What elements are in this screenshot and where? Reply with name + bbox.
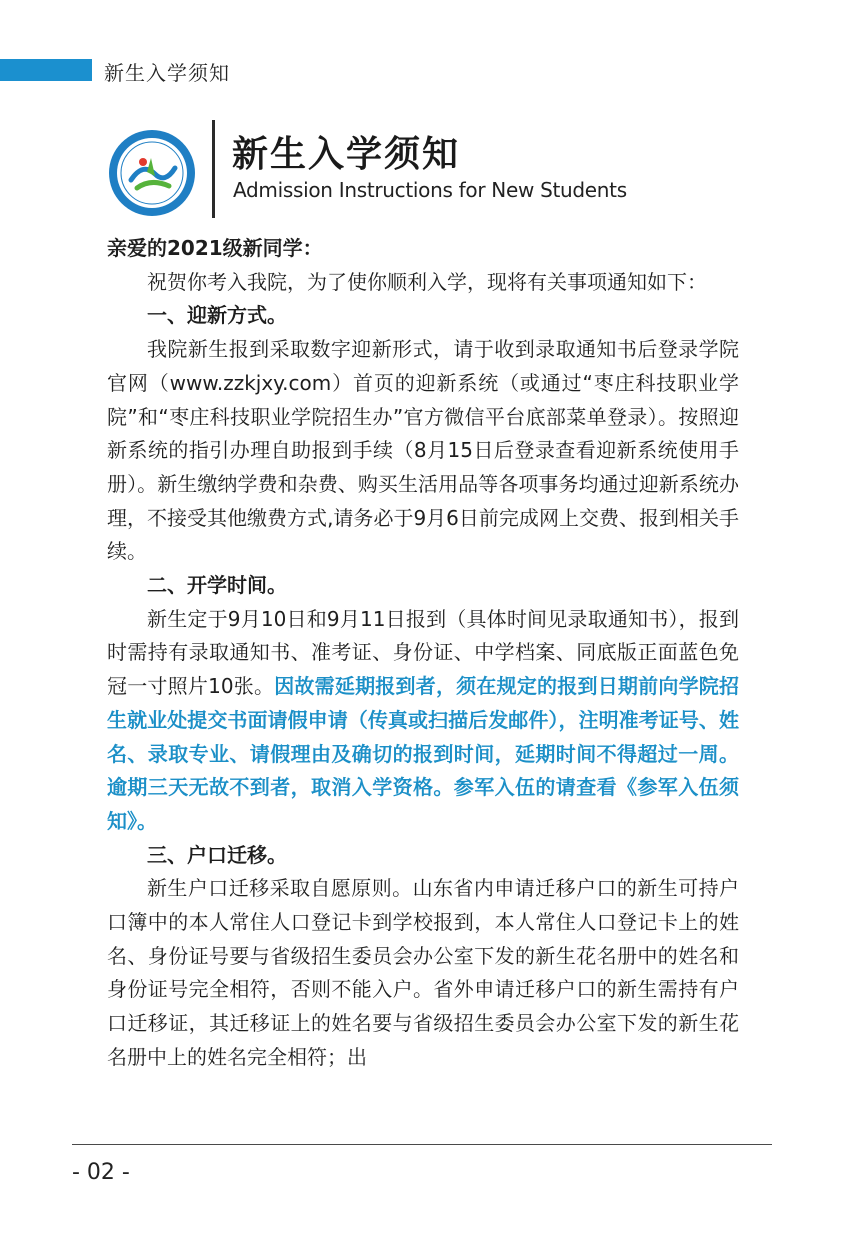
start-date-text: 新生定于9月10日和9月11日报到（具体时间见录取通知书），报到时需持有录取通知书、准考证、身份证、中学档案、同底版正面蓝色免冠一寸照片10张。 [107, 606, 739, 699]
section-heading-welcome: 一、迎新方式。 [147, 303, 287, 328]
running-header-title: 新生入学须知 [104, 61, 230, 85]
title-divider [212, 120, 215, 218]
greeting: 亲爱的2021级新同学： [107, 236, 323, 260]
delay-notice-highlight: 因故需延期报到者，须在规定的报到日期前向学院招生就业处提交书面请假申请（传真或扫描后发邮件），注明准考证号、姓名、录取专业、请假理由及确切的报到时间，延期时间不得超过一周。逾期三天无故不到者，取消入学资格。参军入伍的请查看《参军入伍须知》。 [107, 674, 740, 833]
section-text-household: 新生户口迁移采取自愿原则。山东省内申请迁移户口的新生可持户口簿中的本人常住人口登记卡到学校报到，本人常住人口登记卡上的姓名、身份证号要与省级招生委员会办公室下发的新生花名册中的姓名和身份证号完全相符，否则不能入户。省外申请迁移户口的新生需持有户口迁移证，其迁移证上的姓名要与省级招生委员会办公室下发的新生花名册中上的姓名完全相符；出 [107, 876, 739, 1069]
page-title: 新生入学须知 [232, 134, 461, 175]
section-heading-household: 三、户口迁移。 [147, 842, 287, 867]
page-subtitle: Admission Instructions for New Students [233, 178, 627, 202]
section-heading-start-date: 二、开学时间。 [147, 573, 287, 598]
page-number: - 02 - [72, 1160, 130, 1185]
footer-divider [72, 1144, 772, 1145]
header-accent-bar [0, 59, 92, 81]
intro-paragraph: 祝贺你考入我院，为了使你顺利入学，现将有关事项通知如下： [147, 269, 707, 294]
notice-body [107, 232, 739, 1075]
college-emblem-icon [107, 128, 197, 218]
section-text-start-date [107, 603, 739, 839]
section-text-welcome: 我院新生报到采取数字迎新形式，请于收到录取通知书后登录学院官网（www.zzkjxy.com）首页的迎新系统（或通过“枣庄科技职业学院”和“枣庄科技职业学院招生办”官方微信平台底部菜单登录）。按照迎新系统的指引办理自助报到手续（8月15日后登录查看迎新系统使用手册）。新生缴纳学费和杂费、购买生活用品等各项事务均通过迎新系统办理，不接受其他缴费方式,请务必于9月6日前完成网上交费、报到相关手续。 [107, 337, 739, 564]
